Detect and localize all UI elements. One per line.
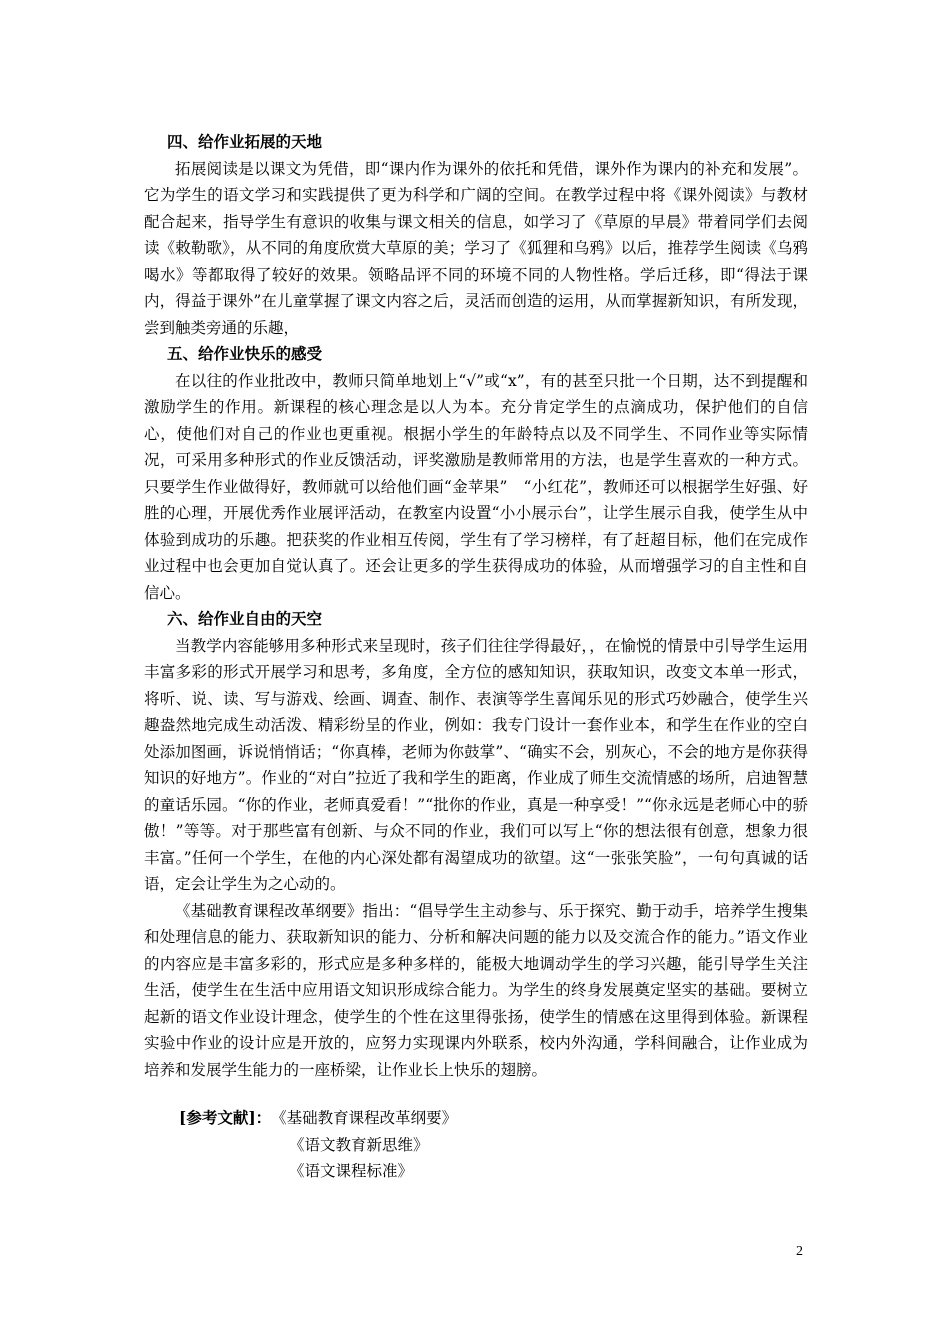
- section-5-paragraph-1: 在以往的作业批改中，教师只简单地划上“√”或“x”，有的甚至只批一个日期，达不到提醒和激励学生的作用。新课程的核心理念是以人为本。充分肯定学生的点滴成功，保护他们的自信心，使他们对自己的作业也更重视。根据小学生的年龄特点以及不同学生、不同作业等实际情况，可采用多种形式的作业反馈活动，评奖激励是教师常用的方法，也是学生喜欢的一种方式。只要学生作业做得好，教师就可以给他们画“金苹果” “小红花”，教师还可以根据学生好强、好胜的心理，开展优秀作业展评活动，在教室内设置“小小展示台”，让学生展示自我，使学生从中体验到成功的乐趣。把获奖的作业相互传阅，学生有了学习榜样，有了赶超目标，他们在完成作业过程中也会更加自觉认真了。还会让更多的学生获得成功的体验，从而增强学习的自主性和自信心。: [144, 371, 808, 602]
- section-heading-6: 六、给作业自由的天空: [167, 609, 323, 628]
- references-label: [参考文献]：: [179, 1108, 272, 1127]
- reference-item: 《基础教育课程改革纲要》: [271, 1109, 458, 1127]
- reference-item: 《语文教育新思维》: [289, 1135, 429, 1154]
- document-body: [144, 129, 808, 1185]
- section-6-paragraph-2: 《基础教育课程改革纲要》指出：“倡导学生主动参与、乐于探究、勤于动手，培养学生搜集和处理信息的能力、获取新知识的能力、分析和解决问题的能力以及交流合作的能力。”语文作业的内容应是丰富多彩的，形式应是多种多样的，能极大地调动学生的学习兴趣，能引导学生关注生活，使学生在生活中应用语文知识形成综合能力。为学生的终身发展奠定坚实的基础。要树立起新的语文作业设计理念，使学生的个性在这里得张扬，使学生的情感在这里得到体验。新课程实验中作业的设计应是开放的，应努力实现课内外联系，校内外沟通，学科间融合，让作业成为培养和发展学生能力的一座桥梁，让作业长上快乐的翅膀。: [144, 901, 808, 1079]
- section-heading-4: 四、给作业拓展的天地: [167, 132, 323, 151]
- page-number: 2: [796, 1244, 803, 1259]
- section-6-paragraph-1: 当教学内容能够用多种形式来呈现时，孩子们往往学得最好，，在愉悦的情景中引导学生运用丰富多彩的形式开展学习和思考，多角度，全方位的感知知识，获取知识，改变文本单一形式，将听、说、读、写与游戏、绘画、调查、制作、表演等学生喜闻乐见的形式巧妙融合，使学生兴趣盎然地完成生动活泼、精彩纷呈的作业，例如：我专门设计一套作业本，和学生在作业的空白处添加图画，诉说悄悄话；“你真棒，老师为你鼓掌”、“确实不会，别灰心，不会的地方是你获得知识的好地方”。作业的“对白”拉近了我和学生的距离，作业成了师生交流情感的场所，启迪智慧的童话乐园。“你的作业，老师真爱看！”“批你的作业，真是一种享受！”“你永远是老师心中的骄傲！”等等。对于那些富有创新、与众不同的作业，我们可以写上“你的想法很有创意，想象力很丰富。”任何一个学生，在他的内心深处都有渴望成功的欲望。这“一张张笑脸”，一句句真诚的话语，定会让学生为之心动的。: [144, 636, 808, 893]
- references: [144, 1105, 808, 1185]
- reference-item: 《语文课程标准》: [289, 1162, 414, 1180]
- section-4-paragraph-1: 拓展阅读是以课文为凭借，即“课内作为课外的依托和凭借，课外作为课内的补充和发展”。它为学生的语文学习和实践提供了更为科学和广阔的空间。在教学过程中将《课外阅读》与教材配合起来，指导学生有意识的收集与课文相关的信息，如学习了《草原的早晨》带着同学们去阅读《敕勒歌》，从不同的角度欣赏大草原的美；学习了《狐狸和乌鸦》以后，推荐学生阅读《乌鸦喝水》等都取得了较好的效果。领略品评不同的环境不同的人物性格。学后迁移，即“得法于课内，得益于课外”在儿童掌握了课文内容之后，灵活而创造的运用，从而掌握新知识，有所发现，尝到触类旁通的乐趣，: [144, 159, 808, 337]
- reference-row-1: [179, 1105, 808, 1132]
- section-heading-5: 五、给作业快乐的感受: [167, 344, 323, 363]
